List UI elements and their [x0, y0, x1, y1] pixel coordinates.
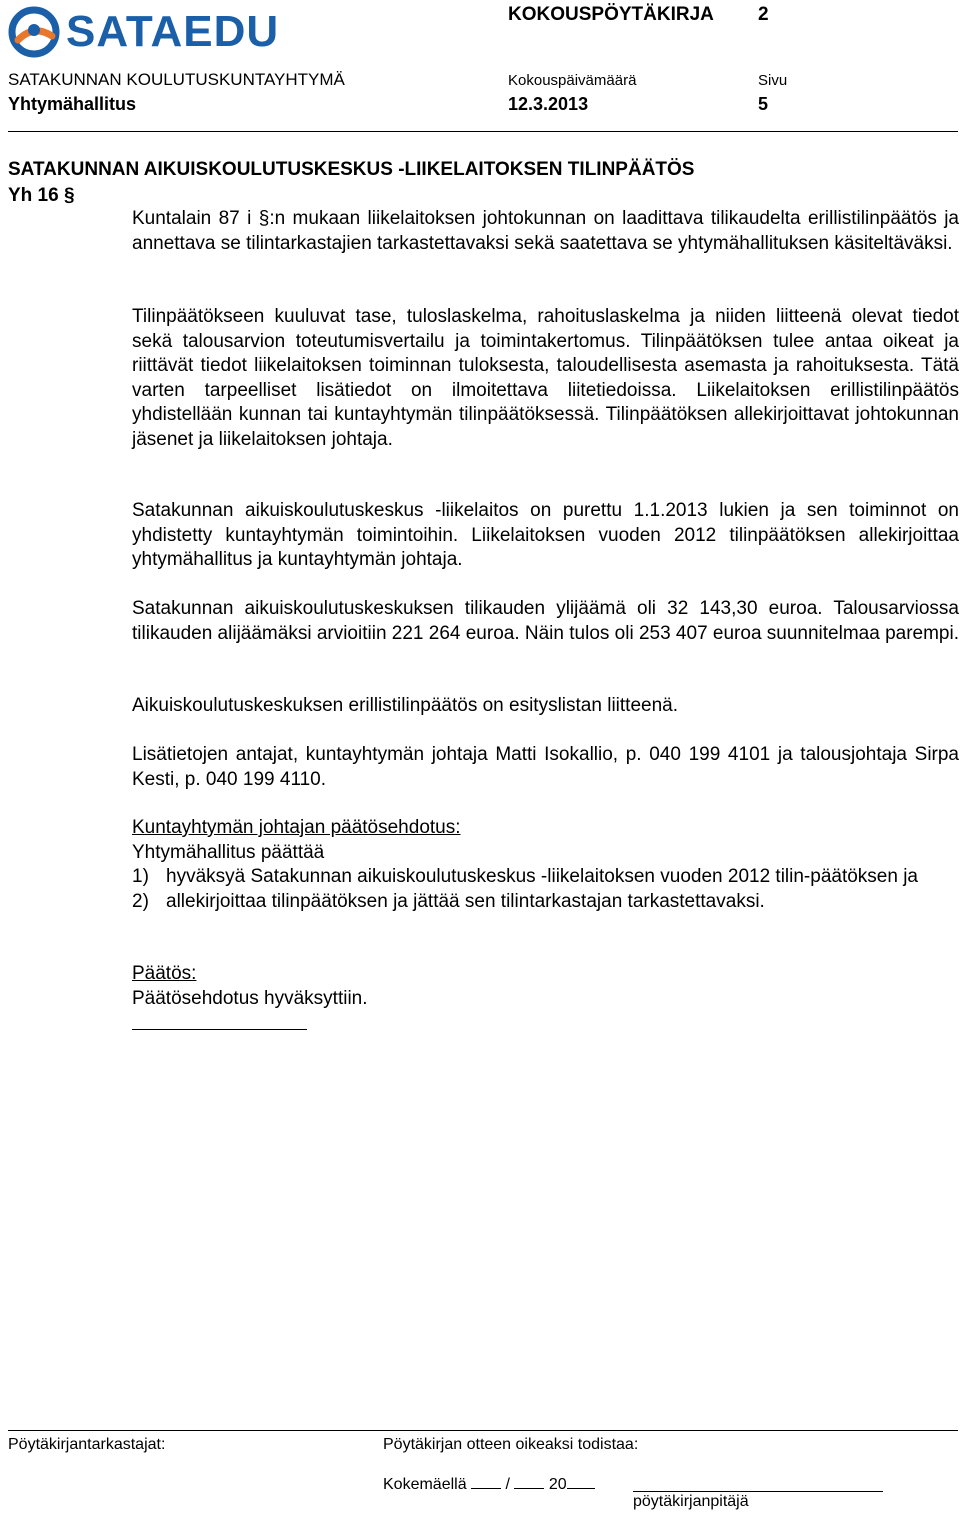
year-prefix: 20 [548, 1476, 567, 1493]
governing-body: Yhtymähallitus [8, 94, 137, 114]
proposal-block [132, 816, 959, 914]
paragraph-4: Satakunnan aikuiskoulutuskeskuksen tilikauden ylijäämä oli 32 143,30 euroa. Talousarviossa tilikauden alijäämäksi arvioitiin 221 264 euroa. Näin tulos oli 253 407 euroa suunnitelmaa parempi. [132, 598, 960, 644]
sataedu-logo [8, 4, 280, 62]
proposal-item-text: allekirjoittaa tilinpäätöksen ja jättää sen tilintarkastajan tarkastettavaksi. [166, 890, 765, 912]
paragraph-2: Tilinpäätökseen kuuluvat tase, tuloslaskelma, rahoituslaskelma ja niiden liitteenä olevat tiedot sekä talousarvion toteutumisvertailu ja toimintakertomus. Tilinpäätöksen tulee antaa oikeat ja riittävät tiedot liikelaitoksen toiminnan tuloksesta, taloudellisesta asemasta ja rahoituksesta. Tätä varten tarpeelliset lisätiedot on ilmoitettava liitetiedoissa. Liikelaitoksen erillistilinpäätös yhdistellään kunnan tai kuntayhtymän tilinpäätöksessä. Tilinpäätöksen allekirjoittavat johtokunnan jäsenet ja liikelaitoksen johtaja. [132, 306, 959, 450]
header-divider [8, 131, 958, 132]
meeting-date: 12.3.2013 [508, 94, 589, 114]
paragraph-5: Aikuiskoulutuskeskuksen erillistilinpäätös on esityslistan liitteenä. [132, 695, 678, 716]
proposal-heading: Kuntayhtymän johtajan päätösehdotus: [132, 817, 461, 838]
paragraph-3: Satakunnan aikuiskoulutuskeskus -liikelaitos on purettu 1.1.2013 lukien ja sen toiminnot on yhdistetty kuntayhtymän toimintoihin. Liikelaitoksen vuoden 2012 tilinpäätöksen allekirjoittaa yhtymähallitus ja kuntayhtymän johtaja. [132, 500, 959, 571]
page-label: Sivu [758, 72, 788, 89]
proposal-item [132, 865, 959, 890]
document-title: KOKOUSPÖYTÄKIRJA [508, 4, 714, 25]
meeting-date-label: Kokouspäivämäärä [508, 72, 637, 89]
year-blank [567, 1474, 595, 1489]
month-blank [514, 1474, 544, 1489]
logo-wordmark: SATAEDU [66, 7, 280, 56]
proposal-item-text: hyväksyä Satakunnan aikuiskoulutuskeskus -liikelaitoksen vuoden 2012 tilin-päätöksen ja [166, 866, 919, 888]
organization-name: SATAKUNNAN KOULUTUSKUNTAYHTYMÄ [8, 70, 345, 89]
section-number: Yh 16 § [8, 185, 75, 206]
decision-block [132, 962, 959, 1011]
day-blank [471, 1474, 501, 1489]
paragraph-6: Lisätietojen antajat, kuntayhtymän johtaja Matti Isokallio, p. 040 199 4101 ja talousjohtaja Sirpa Kesti, p. 040 199 4110. [132, 744, 959, 790]
reviewers-label: Pöytäkirjantarkastajat: [8, 1436, 166, 1453]
decision-heading: Päätös: [132, 963, 197, 984]
place-name: Kokemäellä [383, 1476, 467, 1493]
signature-line [633, 1491, 883, 1492]
signature-date-line [383, 1474, 595, 1494]
proposal-item [132, 890, 959, 915]
footer-divider [8, 1430, 958, 1431]
decision-text: Päätösehdotus hyväksyttiin. [132, 987, 368, 1009]
agenda-item-title: SATAKUNNAN AIKUISKOULUTUSKESKUS -LIIKELAITOKSEN TILINPÄÄTÖS [8, 159, 695, 180]
proposal-item-number: 1) [132, 866, 149, 888]
proposal-item-number: 2) [132, 890, 149, 912]
page-number: 5 [758, 94, 769, 114]
document-number: 2 [758, 4, 769, 25]
proposal-intro: Yhtymähallitus päättää [132, 841, 325, 863]
date-separator: / [505, 1476, 510, 1493]
section-end-line [132, 1029, 307, 1030]
sataedu-logo-icon [8, 6, 60, 58]
signer-title: pöytäkirjanpitäjä [633, 1493, 749, 1510]
paragraph-1: Kuntalain 87 i §:n mukaan liikelaitoksen johtokunnan on laadittava tilikaudelta erillistilinpäätös ja annettava se tilintarkastajien tarkastettavaksi sekä saatettava se yhtymähallituksen käsiteltäväksi. [132, 208, 959, 254]
certified-label: Pöytäkirjan otteen oikeaksi todistaa: [383, 1436, 639, 1453]
